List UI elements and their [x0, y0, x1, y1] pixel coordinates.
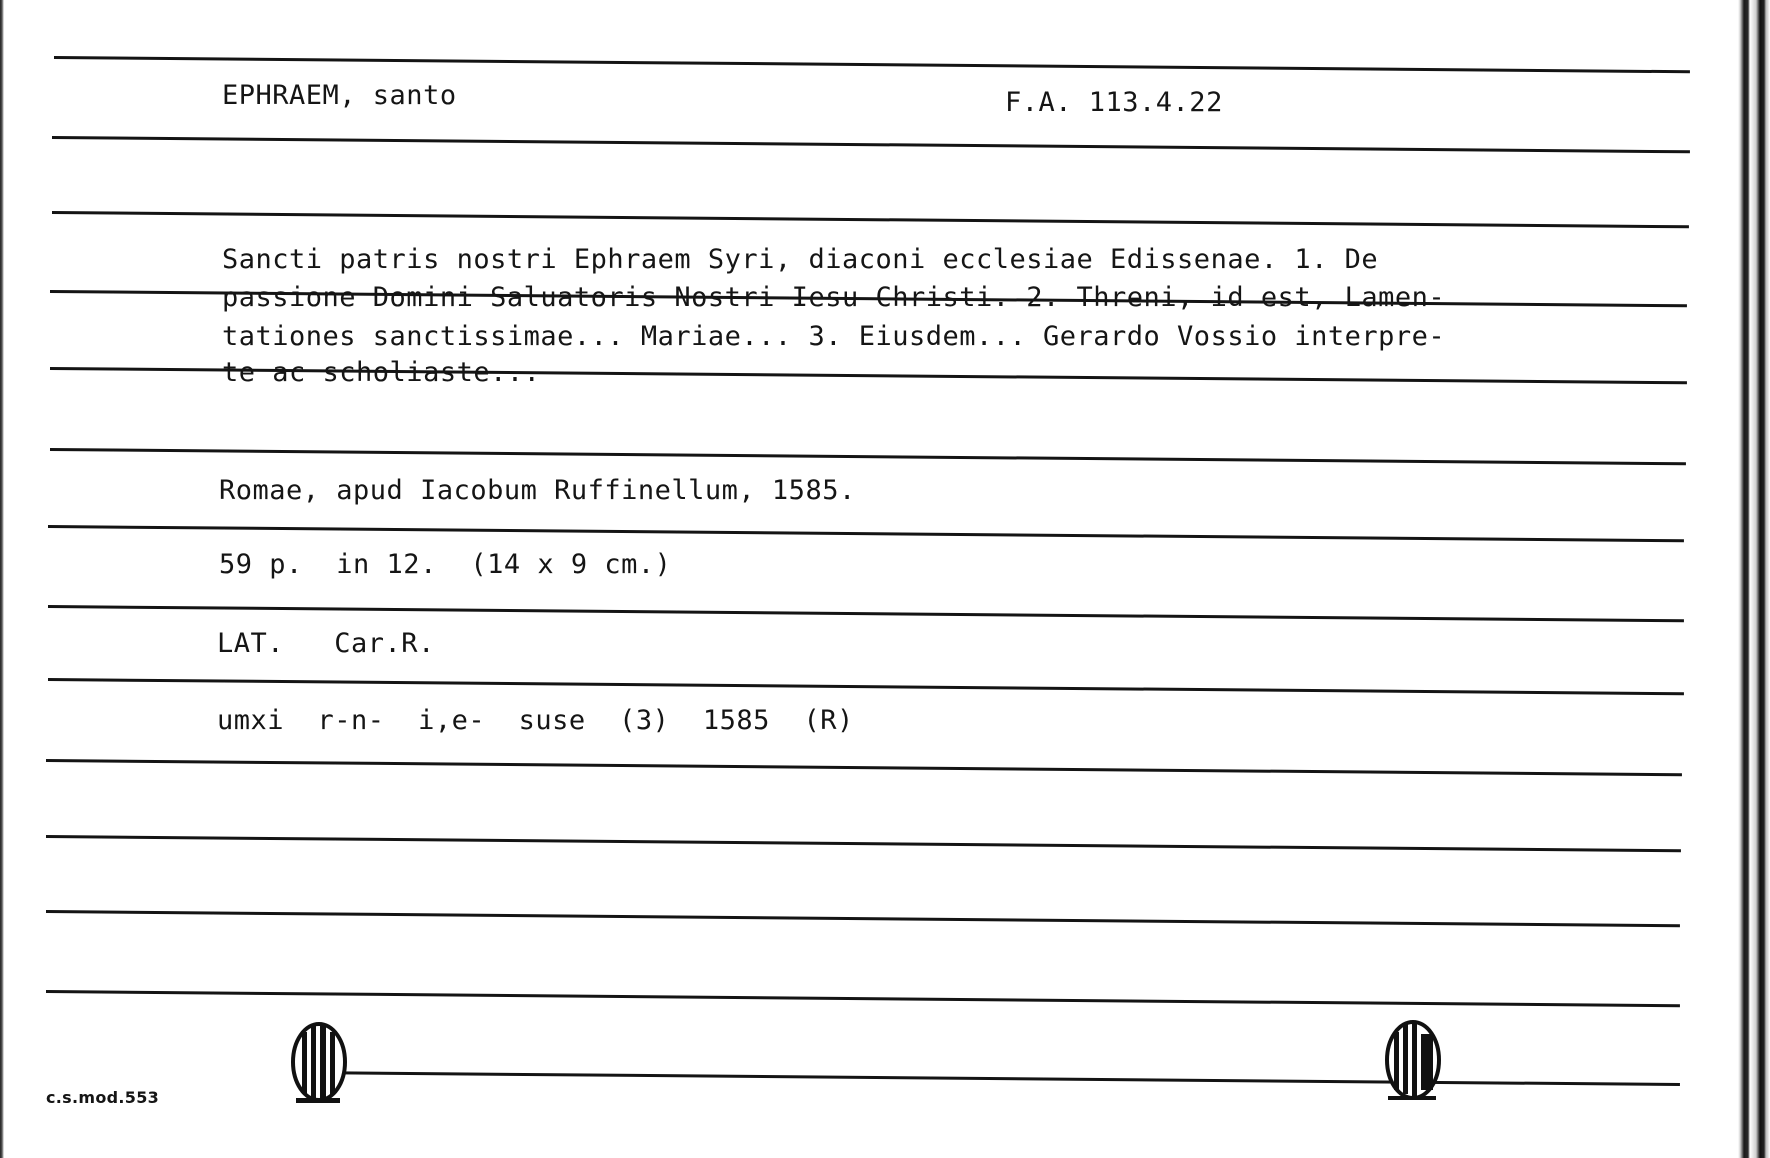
- heading-author: EPHRAEM, santo: [222, 80, 457, 111]
- title-line-1: Sancti patris nostri Ephraem Syri, diaconi ecclesiae Edissenae. 1. De: [222, 244, 1379, 275]
- ruled-line: [46, 910, 1680, 927]
- punch-hole-right: [1380, 1016, 1446, 1108]
- ruled-line: [46, 990, 1680, 1007]
- language-note: LAT. Car.R.: [217, 628, 435, 659]
- ruled-line: [48, 678, 1684, 695]
- ruled-line: [50, 448, 1686, 465]
- ruled-line: [54, 56, 1690, 73]
- collation: 59 p. in 12. (14 x 9 cm.): [219, 549, 672, 580]
- ruled-line: [46, 835, 1681, 852]
- ruled-line: [48, 605, 1684, 622]
- ruled-line: [52, 211, 1689, 228]
- title-line-2: passione Domini Saluatoris Nostri Iesu Christi. 2. Threni, id est, Lamen-: [222, 282, 1446, 313]
- card-right-edge: [1726, 0, 1770, 1158]
- title-line-4: te ac scholiaste...: [222, 357, 541, 388]
- card-left-edge: [0, 0, 4, 1158]
- ruled-line: [52, 136, 1690, 153]
- shelfmark: F.A. 113.4.22: [1005, 87, 1223, 118]
- punch-hole-left: [286, 1018, 352, 1110]
- title-line-3: tationes sanctissimae... Mariae... 3. Eiusdem... Gerardo Vossio interpre-: [222, 321, 1446, 352]
- ruled-line: [46, 759, 1682, 776]
- imprint: Romae, apud Iacobum Ruffinellum, 1585.: [219, 475, 856, 506]
- form-code: c.s.mod.553: [46, 1088, 160, 1107]
- ruled-line: [48, 525, 1684, 542]
- ruled-line: [300, 1071, 1680, 1086]
- fingerprint: umxi r-n- i,e- suse (3) 1585 (R): [217, 705, 854, 736]
